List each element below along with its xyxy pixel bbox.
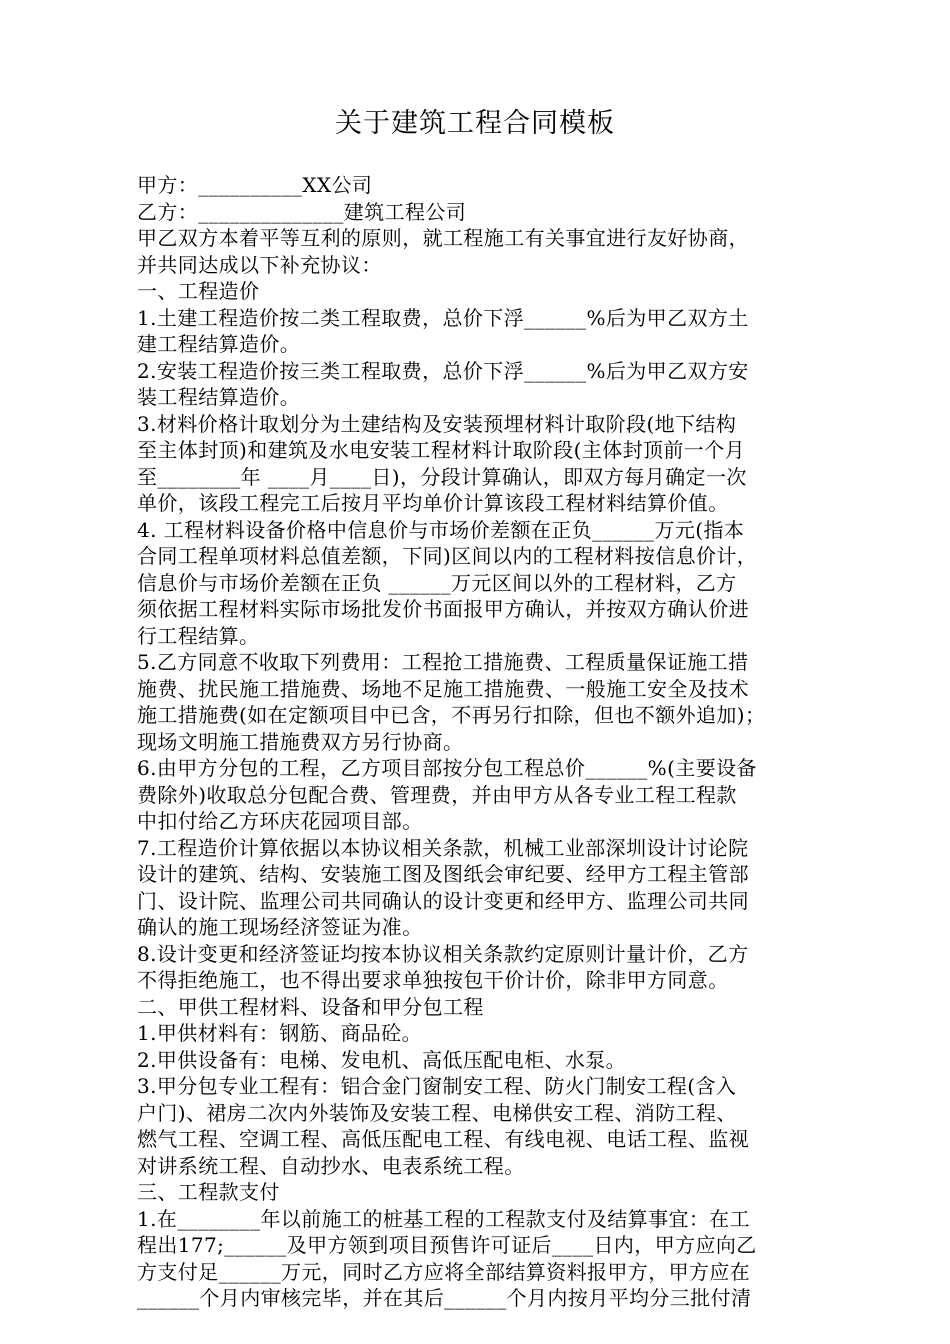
document-line: 5.乙方同意不收取下列费用：工程抢工措施费、工程质量保证施工措: [137, 650, 749, 674]
document-line: 合同工程单项材料总值差额，下同)区间以内的工程材料按信息价计，: [137, 544, 758, 568]
document-line: 信息价与市场价差额在正负 ______万元区间以外的工程材料，乙方: [137, 570, 737, 595]
document-line: 单价，该段工程完工后按月平均单价计算该段工程材料结算价值。: [137, 491, 729, 515]
document-line: 施费、扰民施工措施费、场地不足施工措施费、一般施工安全及技术: [137, 676, 749, 701]
document-line: 甲方：__________XX公司: [137, 173, 373, 197]
document-line: 并共同达成以下补充协议：: [137, 252, 382, 277]
document-line: 行工程结算。: [137, 623, 260, 648]
document-line: 程出177;______及甲方领到项目预售许可证后____日内，甲方应向乙: [137, 1233, 757, 1257]
document-line: 1.土建工程造价按二类工程取费，总价下浮______%后为甲乙双方土: [137, 305, 749, 330]
document-line: 2.甲供设备有：电梯、发电机、高低压配电柜、水泵。: [137, 1047, 627, 1072]
document-line: ______个月内审核完毕，并在其后______个月内按月平均分三批付清: [137, 1286, 752, 1310]
document-line: 设计的建筑、结构、安装施工图及图纸会审纪要、经甲方工程主管部: [137, 862, 749, 886]
document-line: 6.由甲方分包的工程，乙方项目部按分包工程总价______%(主要设备: [137, 756, 757, 780]
document-line: 3.材料价格计取划分为土建结构及安装预埋材料计取阶段(地下结构: [137, 411, 737, 436]
document-line: 3.甲分包专业工程有：铝合金门窗制安工程、防火门制安工程(含入: [137, 1074, 737, 1098]
document-line: 建工程结算造价。: [137, 332, 301, 356]
document-line: 三、工程款支付: [137, 1180, 280, 1204]
document-line: 1.甲供材料有：钢筋、商品砼。: [137, 1021, 423, 1045]
document-line: 4. 工程材料设备价格中信息价与市场价差额在正负______万元(指本: [137, 517, 745, 542]
document-line: 不得拒绝施工，也不得出要求单独按包干价计价，除非甲方同意。: [137, 968, 729, 992]
document-line: 燃气工程、空调工程、高低压配电工程、有线电视、电话工程、监视: [137, 1127, 749, 1151]
document-line: 户门)、裙房二次内外装饰及安装工程、电梯供安工程、消防工程、: [137, 1100, 737, 1125]
document-line: 对讲系统工程、自动抄水、电表系统工程。: [137, 1153, 525, 1178]
document-line: 装工程结算造价。: [137, 385, 301, 409]
document-body: [137, 172, 822, 1312]
document-title: 关于建筑工程合同模板: [335, 108, 615, 139]
document-line: 至主体封顶)和建筑及水电安装工程材料计取阶段(主体封顶前一个月: [137, 438, 746, 462]
document-line: 中扣付给乙方环庆花园项目部。: [137, 809, 423, 833]
document-line: 二、甲供工程材料、设备和甲分包工程: [137, 994, 484, 1019]
document-line: 一、工程造价: [137, 279, 260, 303]
document-line: 门、设计院、监理公司共同确认的设计变更和经甲方、监理公司共同: [137, 888, 749, 913]
document-line: 甲乙双方本着平等互利的原则，就工程施工有关事宜进行友好协商，: [137, 226, 749, 250]
document-line: 须依据工程材料实际市场批发价书面报甲方确认，并按双方确认价进: [137, 597, 749, 621]
document-line: 乙方：______________建筑工程公司: [137, 199, 467, 224]
document-line: 至________年 ____月____日)，分段计算确认，即双方每月确定一次: [137, 464, 747, 489]
document-line: 8.设计变更和经济签证均按本协议相关条款约定原则计量计价，乙方: [137, 941, 749, 966]
document-line: 1.在________年以前施工的桩基工程的工程款支付及结算事宜：在工: [137, 1206, 751, 1231]
document-line: 确认的施工现场经济签证为准。: [137, 915, 423, 939]
document-line: 费除外)收取总分包配合费、管理费，并由甲方从各专业工程工程款: [137, 782, 737, 807]
document-line: 7.工程造价计算依据以本协议相关条款，机械工业部深圳设计讨论院: [137, 835, 749, 860]
document-line: 现场文明施工措施费双方另行协商。: [137, 729, 464, 754]
document-line: 2.安装工程造价按三类工程取费，总价下浮______%后为甲乙双方安: [137, 358, 749, 383]
document-line: 施工措施费(如在定额项目中已含，不再另行扣除，但也不额外追加)；: [137, 703, 766, 727]
document-line: 方支付足______万元，同时乙方应将全部结算资料报甲方，甲方应在: [137, 1259, 751, 1284]
